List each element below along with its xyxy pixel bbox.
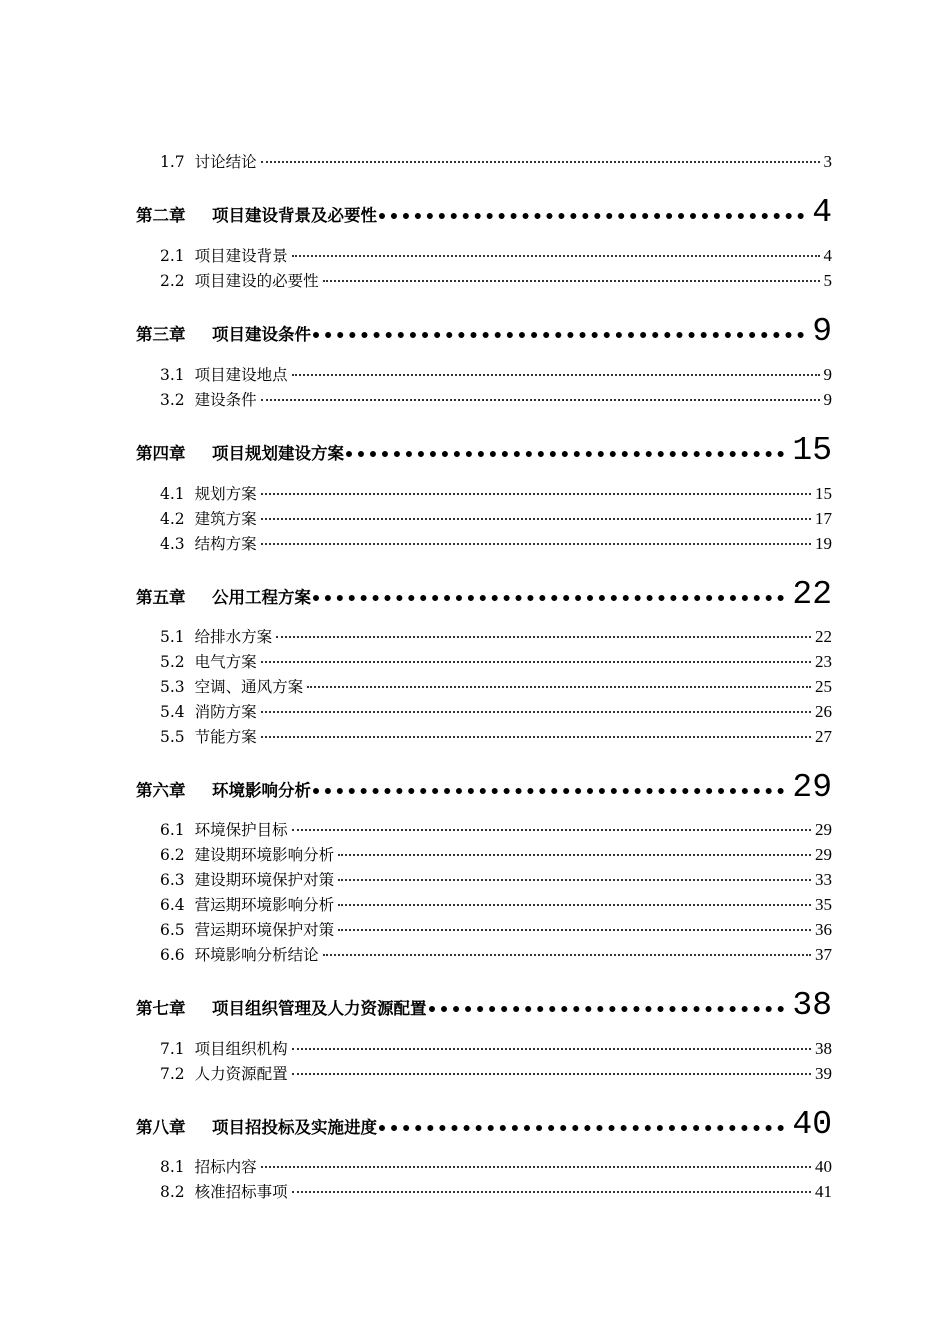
section-number: 5.2 (160, 653, 185, 671)
toc-section-entry[interactable] (160, 269, 832, 291)
section-title: 营运期环境保护对策 (194, 921, 335, 939)
chapter-title: 项目建设条件 (212, 325, 311, 344)
section-number: 6.1 (160, 821, 185, 839)
section-number: 6.5 (160, 921, 185, 939)
toc-section-entry[interactable] (160, 893, 832, 915)
dot-leader (292, 255, 820, 257)
section-number: 8.1 (160, 1158, 185, 1176)
toc-section-entry[interactable] (160, 150, 832, 172)
toc-section-entry[interactable] (160, 507, 832, 529)
section-title: 项目建设背景 (194, 247, 288, 265)
page-number: 38 (815, 1039, 832, 1058)
section-number: 6.6 (160, 946, 185, 964)
page-number: 4 (812, 194, 832, 231)
dot-leader (313, 788, 784, 794)
section-title: 项目建设地点 (194, 366, 288, 384)
toc-chapter-entry[interactable] (136, 771, 832, 804)
section-title: 讨论结论 (194, 153, 257, 171)
dot-leader (261, 1166, 811, 1168)
chapter-number: 第六章 (136, 781, 186, 800)
page-number: 40 (815, 1157, 832, 1176)
dot-leader (338, 854, 811, 856)
chapter-number: 第七章 (136, 999, 186, 1018)
section-number: 4.3 (160, 535, 185, 553)
dot-leader (379, 213, 804, 219)
section-title: 电气方案 (194, 653, 257, 671)
page-number: 27 (815, 727, 832, 746)
section-title: 给排水方案 (194, 628, 273, 646)
section-title: 建设条件 (194, 391, 257, 409)
dot-leader (276, 636, 811, 638)
page-number: 22 (815, 627, 832, 646)
toc-chapter-entry[interactable] (136, 434, 832, 467)
section-number: 4.2 (160, 510, 185, 528)
page-number: 4 (823, 246, 832, 265)
page-number: 9 (823, 390, 832, 409)
section-title: 消防方案 (194, 703, 257, 721)
dot-leader (292, 829, 811, 831)
page-number: 40 (792, 1106, 832, 1143)
page-number: 36 (815, 920, 832, 939)
toc-chapter-entry[interactable] (136, 1108, 832, 1141)
dot-leader (292, 1073, 811, 1075)
section-title: 环境影响分析结论 (194, 946, 319, 964)
page-number: 23 (815, 652, 832, 671)
chapter-number: 第四章 (136, 444, 186, 463)
section-title: 建设期环境保护对策 (194, 871, 335, 889)
toc-section-entry[interactable] (160, 843, 832, 865)
dot-leader (346, 451, 784, 457)
dot-leader (338, 904, 811, 906)
toc-section-entry[interactable] (160, 388, 832, 410)
page-number: 9 (812, 313, 832, 350)
section-number: 3.1 (160, 366, 185, 384)
page-number: 25 (815, 677, 832, 696)
toc-section-entry[interactable] (160, 943, 832, 965)
section-number: 8.2 (160, 1183, 185, 1201)
section-title: 环境保护目标 (194, 821, 288, 839)
section-number: 6.3 (160, 871, 185, 889)
dot-leader (292, 1191, 811, 1193)
toc-chapter-entry[interactable] (136, 315, 832, 348)
section-number: 6.2 (160, 846, 185, 864)
chapter-number: 第三章 (136, 325, 186, 344)
page-number: 22 (792, 576, 832, 613)
dot-leader (313, 332, 804, 338)
page-number: 29 (792, 769, 832, 806)
chapter-title: 公用工程方案 (212, 588, 311, 607)
toc-section-entry[interactable] (160, 363, 832, 385)
section-number: 4.1 (160, 485, 185, 503)
dot-leader (261, 661, 811, 663)
dot-leader (313, 595, 784, 601)
page-number: 29 (815, 845, 832, 864)
section-title: 节能方案 (194, 728, 257, 746)
dot-leader (261, 518, 811, 520)
page-number: 41 (815, 1182, 832, 1201)
section-number: 5.4 (160, 703, 185, 721)
dot-leader (261, 711, 811, 713)
section-title: 结构方案 (194, 535, 257, 553)
toc-section-entry[interactable] (160, 244, 832, 266)
chapter-number: 第五章 (136, 588, 186, 607)
dot-leader (261, 399, 820, 401)
toc-section-entry[interactable] (160, 1062, 832, 1084)
page-number: 33 (815, 870, 832, 889)
dot-leader (261, 161, 820, 163)
dot-leader (323, 280, 820, 282)
chapter-title: 环境影响分析 (212, 781, 311, 800)
dot-leader (338, 929, 811, 931)
section-title: 规划方案 (194, 485, 257, 503)
toc-section-entry[interactable] (160, 700, 832, 722)
toc-section-entry[interactable] (160, 625, 832, 647)
chapter-title: 项目招投标及实施进度 (212, 1118, 377, 1137)
section-title: 空调、通风方案 (194, 678, 304, 696)
page-number: 15 (792, 432, 832, 469)
dot-leader (323, 954, 811, 956)
dot-leader (261, 493, 811, 495)
page-number: 9 (823, 365, 832, 384)
dot-leader (261, 736, 811, 738)
toc-chapter-entry[interactable] (136, 578, 832, 611)
chapter-number: 第八章 (136, 1118, 186, 1137)
page-number: 26 (815, 702, 832, 721)
page-number: 39 (815, 1064, 832, 1083)
page-number: 3 (823, 152, 832, 171)
section-number: 7.1 (160, 1040, 185, 1058)
toc-section-entry[interactable] (160, 1155, 832, 1177)
page-number: 15 (815, 484, 832, 503)
dot-leader (379, 1125, 784, 1131)
section-title: 项目建设的必要性 (194, 272, 319, 290)
page-number: 19 (815, 534, 832, 553)
toc-section-entry[interactable] (160, 532, 832, 554)
page-number: 29 (815, 820, 832, 839)
chapter-title: 项目规划建设方案 (212, 444, 344, 463)
chapter-number: 第二章 (136, 206, 186, 225)
toc-section-entry[interactable] (160, 675, 832, 697)
dot-leader (292, 1048, 811, 1050)
section-title: 人力资源配置 (194, 1065, 288, 1083)
section-title: 建筑方案 (194, 510, 257, 528)
dot-leader (429, 1006, 785, 1012)
section-number: 2.1 (160, 247, 185, 265)
dot-leader (338, 879, 811, 881)
toc-section-entry[interactable] (160, 1180, 832, 1202)
section-title: 项目组织机构 (194, 1040, 288, 1058)
section-title: 核准招标事项 (194, 1183, 288, 1201)
toc-chapter-entry[interactable] (136, 196, 832, 229)
page-number: 17 (815, 509, 832, 528)
toc-section-entry[interactable] (160, 482, 832, 504)
chapter-title: 项目建设背景及必要性 (212, 206, 377, 225)
section-number: 5.1 (160, 628, 185, 646)
chapter-title: 项目组织管理及人力资源配置 (212, 999, 427, 1018)
toc-section-entry[interactable] (160, 650, 832, 672)
dot-leader (307, 686, 811, 688)
toc-section-entry[interactable] (160, 725, 832, 747)
toc-section-entry[interactable] (160, 868, 832, 890)
toc-section-entry[interactable] (160, 1037, 832, 1059)
page-number: 5 (823, 271, 832, 290)
toc-section-entry[interactable] (160, 918, 832, 940)
page-number: 38 (792, 987, 832, 1024)
toc-chapter-entry[interactable] (136, 989, 832, 1022)
dot-leader (292, 374, 820, 376)
section-number: 3.2 (160, 391, 185, 409)
toc-section-entry[interactable] (160, 818, 832, 840)
section-title: 建设期环境影响分析 (194, 846, 335, 864)
section-title: 营运期环境影响分析 (194, 896, 335, 914)
section-number: 1.7 (160, 153, 185, 171)
page-number: 37 (815, 945, 832, 964)
dot-leader (261, 543, 811, 545)
section-number: 5.3 (160, 678, 185, 696)
section-number: 2.2 (160, 272, 185, 290)
section-title: 招标内容 (194, 1158, 257, 1176)
section-number: 6.4 (160, 896, 185, 914)
section-number: 7.2 (160, 1065, 185, 1083)
page-number: 35 (815, 895, 832, 914)
section-number: 5.5 (160, 728, 185, 746)
